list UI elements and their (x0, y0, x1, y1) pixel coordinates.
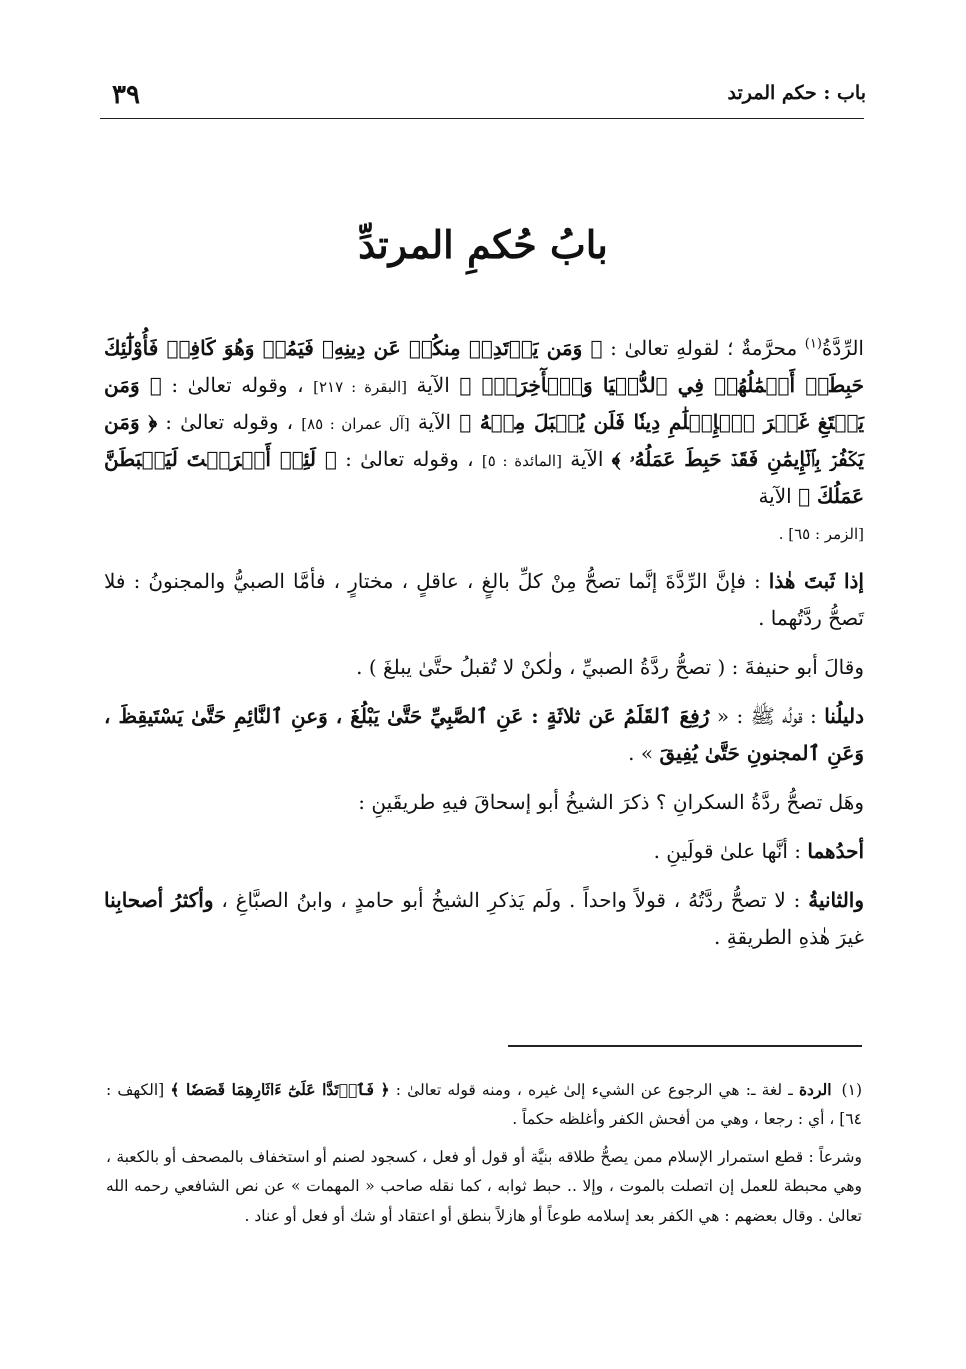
quran-verse-1: ﴿ وَمَن يَرۡتَدِدۡ مِنكُمۡ عَن دِينِهِۦ فَيَمُتۡ وَهُوَ كَافِرٞ فَأُوْلَٰٓئِكَ حَبِطَتۡ أَعۡمَٰلُهُمۡ فِي ٱلدُّنۡيَا وَٱلۡأٓخِرَةِۖ ﴾ (104, 336, 865, 397)
chapter-title: بابُ حُكمِ المرتدِّ (358, 222, 608, 267)
quran-verse-4: ﴿ لَئِنۡ أَشۡرَكۡتَ لَيَحۡبَطَنَّ عَمَلُكَ ﴾ (104, 447, 864, 508)
footnote-number: (١) (841, 1081, 862, 1099)
text-run: غيرَ هٰذهِ الطريقةِ . (714, 924, 864, 949)
text-run: : لا تصحُّ ردَّتُهُ ، قولاً واحداً . ولَم يَذكرِ الشيخُ أبو حامدٍ ، وابنُ الصبَّاغِ ، (213, 887, 809, 912)
paragraph-evidence (104, 698, 864, 772)
paragraph-abu-hanifa: وقالَ أبو حنيفةَ : ( تصحُّ ردَّةُ الصبيِّ ، ولٰكنْ لا تُقبلُ حتَّىٰ يبلغَ ) . (356, 654, 864, 679)
text-run: الآية (409, 410, 460, 434)
verse-reference-3: [المائدة : ٥] (481, 452, 562, 470)
footnote-marker: (١) (804, 336, 822, 352)
paragraph-second-method (104, 882, 864, 956)
paragraph-first-method (104, 833, 864, 870)
text-run: ، وقوله تعالىٰ : (157, 410, 302, 434)
main-text (104, 330, 864, 968)
header-divider (100, 118, 864, 119)
term-heading: دليلُنا (824, 703, 864, 728)
paragraph-conditions (104, 563, 864, 637)
footnote-divider (508, 1045, 862, 1047)
verse-reference-1: [البقرة : ٢١٧] (313, 378, 407, 396)
hadith-quote: رُفِعَ ٱلقَلَمُ عَن ثلاثَةٍ : عَنِ ٱلصَّبِيِّ حَتَّىٰ يَبْلُغَ ، وَعنِ ٱلنَّائِمِ حَتَّىٰ يَسْتَيقِظَ ، وَعَنِ ٱلمجنونِ حَتَّىٰ يُفِيقَ (104, 703, 864, 765)
text-run: محرَّمةٌ ؛ لقولهِ تعالىٰ : (602, 336, 805, 360)
footnote-term: الردة (798, 1080, 832, 1099)
text-run: ، وقوله تعالىٰ : (336, 447, 482, 471)
text-run: : فإنَّ الرِّدَّةَ إنَّما تصحُّ مِنْ كلِّ بالغٍ ، عاقلٍ ، مختارٍ ، فأمَّا الصبيُّ والمجنونُ : فلا تَصحُّ ردَّتُهما . (104, 568, 864, 630)
term-heading: وأكثرُ أصحابِنا (104, 887, 214, 912)
footnote-1-definition: وشرعاً : قطع استمرار الإسلام ممن يصحُّ طلاقه بنيَّة أو قول أو فعل ، كسجود لصنم أو استخفاف بالمصحف أو بالكعبة ، وهي محبطة للعمل إن اتصلت بالموت ، وإلا .. حبط ثوابه ، كما نقله صاحب « المهمات » عن نص الشافعي رحمه الله تعالىٰ . وقال بعضهم : هي الكفر بعد إسلامه طوعاً أو هازلاً بنطق أو اعتقاد أو شك أو فعل أو عناد . (106, 1147, 862, 1225)
footnote-verse: ﴿ فَٱرۡتَدَّا عَلَىٰٓ ءَاثَارِهِمَا قَصَصٗا ﴾ (170, 1080, 390, 1099)
text-run: : أنَّها علىٰ قولَينِ . (653, 838, 808, 863)
text-run: ، وقوله تعالىٰ : (161, 373, 314, 397)
quran-verse-3: ﴿ وَمَن يَكۡفُرۡ بِٱلۡإِيمَٰنِ فَقَدۡ حَبِطَ عَمَلُهُۥ ﴾ (104, 410, 864, 471)
footnote-1 (106, 1075, 862, 1135)
quran-verse-2: ﴿ وَمَن يَبۡتَغِ غَيۡرَ ٱلۡإِسۡلَٰمِ دِينٗا فَلَن يُقۡبَلَ مِنۡهُ ﴾ (104, 373, 865, 434)
verse-reference-2: [آل عمران : ٨٥] (301, 415, 410, 433)
verse-reference-4: [الزمر : ٦٥] . (778, 525, 864, 543)
term-heading: والثانيةُ (808, 887, 864, 912)
term-ridda: الرِّدَّةُ (821, 336, 864, 360)
text-run: الآية (561, 447, 612, 471)
term-heading: إذا ثَبتَ هٰذا (768, 568, 864, 593)
paragraph-apostasy-definition (104, 330, 864, 515)
text-run: » . (628, 740, 660, 765)
text-run: الآية (406, 373, 460, 397)
footnotes (106, 1075, 862, 1239)
term-heading: أحدُهما (807, 838, 864, 863)
text-run: [الكهف : ٦٤] ، أي : رجعا ، وهي من أفحش الكفر وأغلظه حكماً . (106, 1081, 862, 1129)
paragraph-drunkard: وهَل تصحُّ ردَّةُ السكرانِ ؟ ذكرَ الشيخُ أبو إسحاقَ فيهِ طريقَينِ : (358, 789, 864, 814)
text-run: : قولُه ﷺ : « (709, 703, 825, 728)
text-run: الآية (758, 484, 799, 508)
page-number: ٣٩ (112, 80, 140, 110)
text-run: ـ لغة ـ: هي الرجوع عن الشيء إلىٰ غيره ، ومنه قوله تعالىٰ : (389, 1081, 799, 1099)
running-title: باب : حكم المرتد (727, 82, 866, 104)
